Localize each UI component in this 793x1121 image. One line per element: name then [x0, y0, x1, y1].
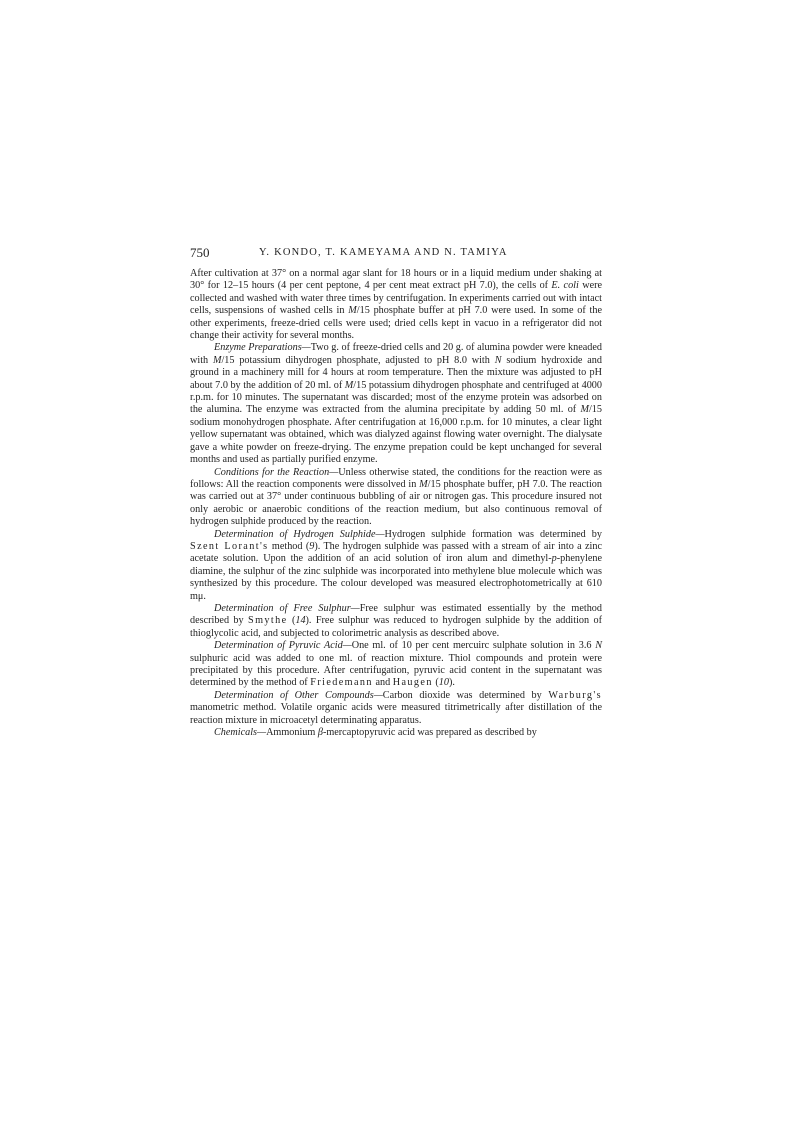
author-name: Smythe	[248, 615, 288, 627]
paragraph-free-sulphur: Determination of Free Sulphur—Free sulphur was estimated essentially by the method described by Smythe (14). Free sulphur was reduced to hydrogen sulphide by the addition of thioglycolic acid, and subjected to colorimetric analysis as described above.	[190, 602, 602, 639]
section-heading: Determination of Other Compounds—	[214, 689, 383, 701]
paragraph-enzyme-preparations: Enzyme Preparations—Two g. of freeze-dried cells and 20 g. of alumina powder were kneaded with M/15 potassium dihydrogen phosphate, adjusted to pH 8.0 with N sodium hydroxide and ground in a machinery mill for 4 hours at room temperature. Then the mixture was adjusted to pH about 7.0 by the addition of 20 ml. of M/15 potassium dihydrogen phosphate and centrifuged at 4000 r.p.m. for 10 minutes. The supernatant was discarded; most of the enzyme protein was adsorbed on the alumina. The enzyme was extracted from the alumina precipitate by adding 50 ml. of M/15 sodium monohydrogen phosphate. After centrifugation at 16,000 r.p.m. for 10 minutes, a clear light yellow supernatant was obtained, which was dialyzed against flowing water overnight. The dialysate gave a white powder on freeze-drying. The enzyme prepation could be kept unchanged for several months and used as partially purified enzyme.	[190, 342, 602, 466]
section-heading: Enzyme Preparations—	[214, 342, 311, 354]
paragraph-cultivation: After cultivation at 37° on a normal agar slant for 18 hours or in a liquid medium under shaking at 30° for 12–15 hours (4 per cent peptone, 4 per cent meat extract pH 7.0), the cells of E. coli were collected and washed with water three times by centrifugation. In experiments carried out with intact cells, suspensions of washed cells in M/15 phosphate buffer at pH 7.0 were used. In some of the other experiments, freeze-dried cells were used; dried cells kept in vacuo in a refrigerator did not change their activity for several months.	[190, 268, 603, 342]
paragraph-pyruvic-acid: Determination of Pyruvic Acid—One ml. of 10 per cent mercuirc sulphate solution in 3.6 N sulphuric acid was added to one ml. of reaction mixture. Thiol compounds and protein were precipitated by this procedure. After centrifugation, pyruvic acid content in the supernatant was determined by the method of Friedemann and Haugen (10).	[190, 640, 602, 689]
body-text	[190, 268, 602, 739]
section-heading: Chemicals—	[214, 727, 267, 739]
reference: 14	[295, 615, 306, 627]
page-header	[190, 244, 602, 262]
author-name: Warburg's	[548, 689, 602, 701]
paragraph-reaction-conditions: Conditions for the Reaction—Unless otherwise stated, the conditions for the reaction were as follows: All the reaction components were dissolved in M/15 phosphate buffer, pH 7.0. The reaction was carried out at 37° under continuous bubbling of air or nitrogen gas. This procedure insured not only aerobic or anaerobic conditions of the reaction medium, but also continuous removal of hydrogen sulphide produced by the reaction.	[190, 466, 603, 528]
reference: 10	[438, 677, 449, 689]
author-name: Friedemann	[310, 677, 373, 689]
paragraph-other-compounds: Determination of Other Compounds—Carbon dioxide was determined by Warburg's manometric method. Volatile organic acids were measured titrimetrically after distillation of the reaction mixture in microacetyl determinating apparatus.	[190, 689, 602, 726]
running-head: Y. KONDO, T. KAMEYAMA AND N. TAMIYA	[259, 247, 508, 258]
reference: 9	[309, 540, 315, 552]
section-heading: Determination of Free Sulphur—	[214, 602, 360, 614]
section-heading: Determination of Hydrogen Sulphide—	[214, 528, 385, 540]
author-name: Szent Lorant's	[190, 540, 269, 552]
section-heading: Determination of Pyruvic Acid—	[214, 640, 352, 652]
section-heading: Conditions for the Reaction—	[214, 466, 339, 478]
paragraph-hydrogen-sulphide: Determination of Hydrogen Sulphide—Hydrogen sulphide formation was determined by Szent Lorant's method (9). The hydrogen sulphide was passed with a stream of air into a zinc acetate solution. Upon the addition of an acid solution of iron alum and dimethyl-p-phenylene diamine, the sulphur of the zinc sulphide was incorporated into methylene blue molecule which was synthesized by this procedure. The colour developed was measured electrophotometrically at 610 mμ.	[190, 528, 603, 602]
page-number: 750	[190, 245, 210, 260]
paragraph-chemicals: Chemicals—Ammonium β-mercaptopyruvic acid was prepared as described by	[214, 727, 537, 739]
author-name: Haugen	[392, 677, 433, 689]
